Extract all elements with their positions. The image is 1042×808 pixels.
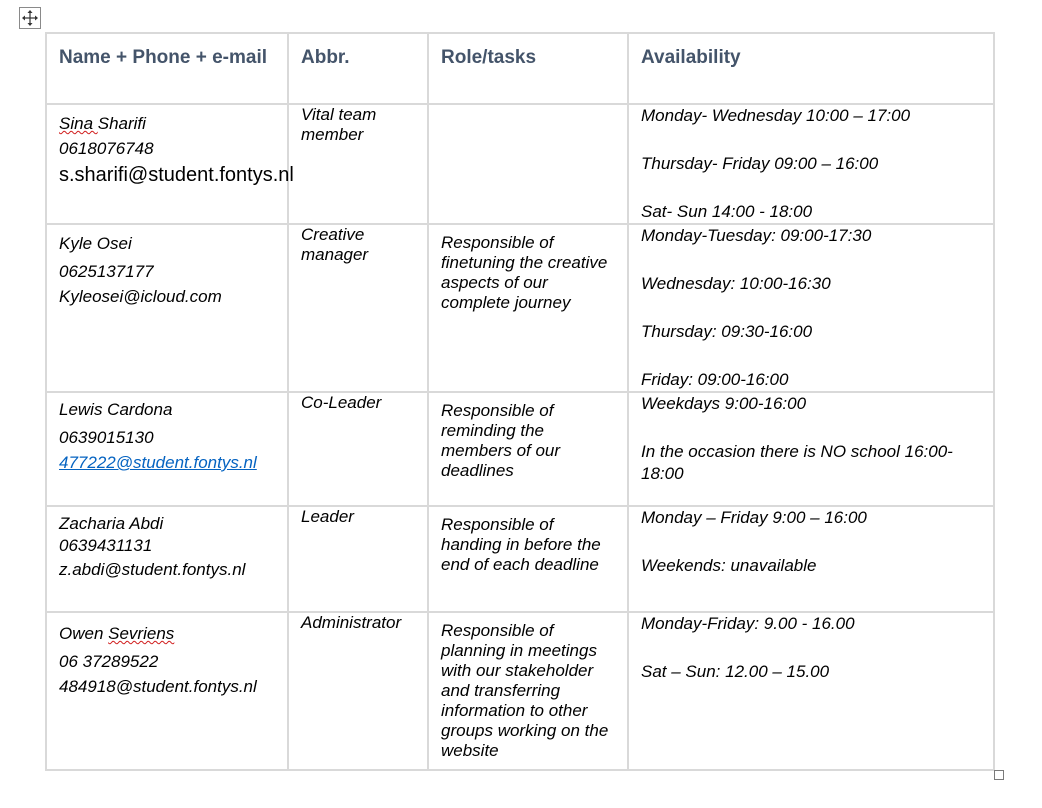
availability-line: Wednesday: 10:00-16:30 — [641, 274, 831, 293]
table-row — [46, 506, 994, 612]
header-name: Name + Phone + e-mail — [46, 33, 288, 104]
member-email: 484918@student.fontys.nl — [59, 677, 257, 696]
abbr-cell[interactable] — [288, 104, 428, 224]
member-name: Owen Sevriens — [59, 624, 175, 643]
availability-line: Sat – Sun: 12.00 – 15.00 — [641, 662, 830, 681]
role-cell[interactable] — [428, 506, 628, 612]
abbr-text: Leader — [301, 507, 354, 526]
move-icon — [21, 9, 39, 27]
member-phone: 06 37289522 — [59, 652, 159, 671]
member-email: s.sharifi@student.fontys.nl — [59, 164, 294, 186]
abbr-text: Vital team member — [301, 105, 377, 144]
member-phone: 0639015130 — [59, 428, 154, 447]
role-text: Responsible of planning in meetings with our stakeholder and transferring information to other groups working on the website — [441, 621, 609, 760]
table-header-row — [46, 33, 994, 104]
member-email: z.abdi@student.fontys.nl — [59, 560, 246, 579]
abbr-cell[interactable] — [288, 224, 428, 392]
member-cell[interactable] — [46, 612, 288, 770]
member-email: Kyleosei@icloud.com — [59, 287, 222, 306]
table-row — [46, 392, 994, 506]
availability-line: Weekdays 9:00-16:00 — [641, 394, 807, 413]
member-name: Lewis Cardona — [59, 400, 173, 419]
abbr-text: Administrator — [301, 613, 402, 632]
abbr-text: Creative manager — [301, 225, 369, 264]
abbr-cell[interactable] — [288, 392, 428, 506]
member-email-link[interactable]: 477222@student.fontys.nl — [59, 453, 257, 472]
member-phone: 0618076748 — [59, 139, 154, 158]
abbr-text: Co-Leader — [301, 393, 382, 412]
header-availability: Availability — [628, 33, 994, 104]
availability-line: Friday: 09:00-16:00 — [641, 370, 789, 389]
role-text: Responsible of handing in before the end of each deadline — [441, 515, 601, 574]
member-cell[interactable] — [46, 392, 288, 506]
role-text: Responsible of reminding the members of our deadlines — [441, 401, 561, 480]
availability-cell[interactable] — [628, 104, 994, 224]
role-cell[interactable] — [428, 392, 628, 506]
availability-line: Monday-Friday: 9.00 - 16.00 — [641, 614, 855, 633]
role-cell[interactable] — [428, 104, 628, 224]
header-role: Role/tasks — [428, 33, 628, 104]
availability-line: Sat- Sun 14:00 - 18:00 — [641, 202, 813, 221]
availability-line: Thursday: 09:30-16:00 — [641, 322, 813, 341]
table-row — [46, 612, 994, 770]
role-cell[interactable] — [428, 224, 628, 392]
availability-line: Thursday- Friday 09:00 – 16:00 — [641, 154, 879, 173]
availability-line: Monday-Tuesday: 09:00-17:30 — [641, 226, 872, 245]
abbr-cell[interactable] — [288, 612, 428, 770]
availability-cell[interactable] — [628, 224, 994, 392]
member-phone: 0639431131 — [59, 536, 153, 555]
availability-cell[interactable] — [628, 392, 994, 506]
availability-line: Monday – Friday 9:00 – 16:00 — [641, 508, 867, 527]
availability-cell[interactable] — [628, 612, 994, 770]
table-move-handle[interactable] — [19, 7, 41, 29]
availability-line: In the occasion there is NO school 16:00-18:00 — [641, 442, 953, 483]
availability-cell[interactable] — [628, 506, 994, 612]
role-text — [441, 105, 617, 113]
table-row — [46, 104, 994, 224]
member-phone: 0625137177 — [59, 262, 154, 281]
member-cell[interactable] — [46, 224, 288, 392]
availability-line: Monday- Wednesday 10:00 – 17:00 — [641, 106, 911, 125]
team-roster-table — [45, 32, 995, 771]
role-cell[interactable] — [428, 612, 628, 770]
member-cell[interactable] — [46, 104, 294, 224]
resize-handle-icon[interactable] — [994, 770, 1004, 780]
header-abbr: Abbr. — [288, 33, 428, 104]
abbr-cell[interactable] — [288, 506, 428, 612]
member-cell[interactable] — [46, 506, 288, 612]
member-name: Sina Sharifi — [59, 114, 146, 133]
table-row — [46, 224, 994, 392]
role-text: Responsible of finetuning the creative aspects of our complete journey — [441, 233, 608, 312]
availability-line: Weekends: unavailable — [641, 556, 817, 575]
member-name: Zacharia Abdi — [59, 514, 164, 533]
member-name: Kyle Osei — [59, 234, 132, 253]
